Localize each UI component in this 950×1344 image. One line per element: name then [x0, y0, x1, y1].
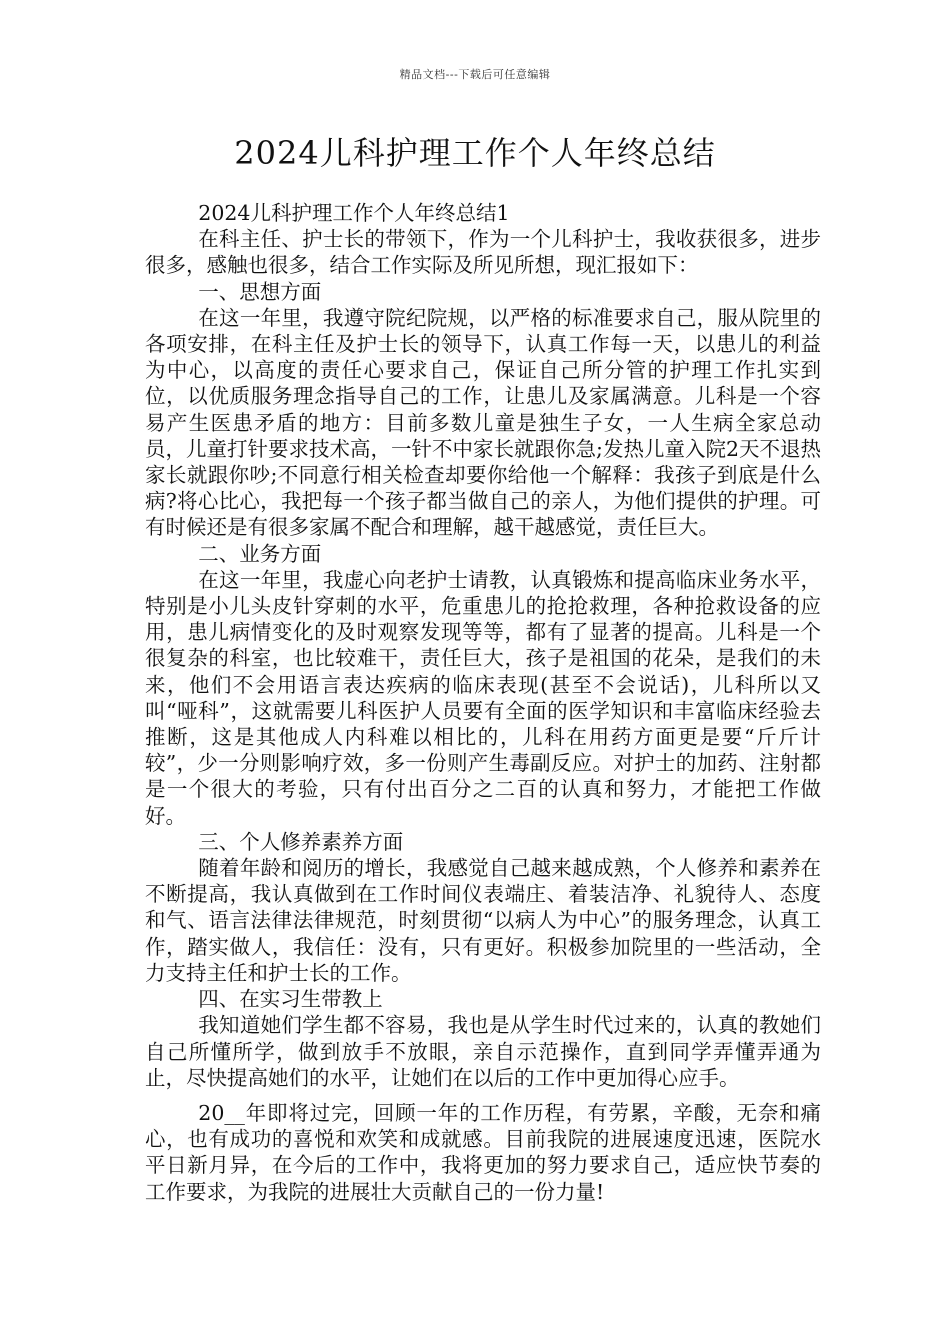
document-body — [145, 200, 821, 1205]
document-subtitle: 2024儿科护理工作个人年终总结1 — [198, 201, 510, 225]
header-note: 精品文档---下载后可任意编辑 — [399, 68, 551, 81]
section-body-business: 在这一年里，我虚心向老护士请教，认真锻炼和提高临床业务水平，特别是小儿头皮针穿刺的水平，危重患儿的抢抢救理，各种抢救设备的应用，患儿病情变化的及时观察发现等等，都有了显著的提高。儿科是一个很复杂的科室，也比较难干，责任巨大，孩子是祖国的花朵，是我们的未来，他们不会用语言表达疾病的临床表现(甚至不会说话)，儿科所以又叫“哑科”，这就需要儿科医护人员要有全面的医学知识和丰富临床经验去推断，这是其他成人内科难以相比的，儿科在用药方面更是要“斤斤计较”，少一分则影响疗效，多一份则产生毒副反应。对护士的加药、注射都是一个很大的考验，只有付出百分之二百的认真和努力，才能把工作做好。 — [145, 567, 821, 828]
section-heading-cultivation: 三、个人修养素养方面 — [198, 829, 404, 854]
intro-paragraph: 在科主任、护士长的带领下，作为一个儿科护士，我收获很多，进步很多，感触也很多，结合工作实际及所见所想，现汇报如下： — [145, 227, 821, 278]
closing-paragraph: 20__年即将过完，回顾一年的工作历程，有劳累，辛酸，无奈和痛心，也有成功的喜悦和欢笑和成就感。目前我院的进展速度迅速，医院水平日新月异，在今后的工作中，我将更加的努力要求自己，适应快节奏的工作要求，为我院的进展壮大贡献自己的一份力量! — [145, 1100, 821, 1204]
document-title: 2024儿科护理工作个人年终总结 — [234, 134, 716, 172]
section-heading-thought: 一、思想方面 — [198, 279, 322, 304]
section-body-thought: 在这一年里，我遵守院纪院规，以严格的标准要求自己，服从院里的各项安排，在科主任及护士长的领导下，认真工作每一天，以患儿的利益为中心，以高度的责任心要求自己，保证自己所分管的护理工作扎实到位，以优质服务理念指导自己的工作，让患儿及家属满意。儿科是一个容易产生医患矛盾的地方：目前多数儿童是独生子女，一人生病全家总动员，儿童打针要求技术高，一针不中家长就跟你急;发热儿童入院2天不退热家长就跟你吵;不同意行相关检查却要你给他一个解释：我孩子到底是什么病?将心比心，我把每一个孩子都当做自己的亲人，为他们提供的护理。可有时候还是有很多家属不配合和理解，越干越感觉，责任巨大。 — [145, 305, 821, 540]
section-body-cultivation: 随着年龄和阅历的增长，我感觉自己越来越成熟，个人修养和素养在不断提高，我认真做到在工作时间仪表端庄、着装洁净、礼貌待人、态度和气、语言法律法律规范，时刻贯彻“以病人为中心”的服务理念，认真工作，踏实做人，我信任：没有，只有更好。积极参加院里的一些活动，全力支持主任和护士长的工作。 — [145, 856, 821, 985]
section-heading-business: 二、业务方面 — [198, 541, 322, 566]
section-body-intern-teaching: 我知道她们学生都不容易，我也是从学生时代过来的，认真的教她们自己所懂所学，做到放手不放眼，亲自示范操作，直到同学弄懂弄通为止，尽快提高她们的水平，让她们在以后的工作中更加得心应手。 — [145, 1013, 821, 1090]
section-heading-intern-teaching: 四、在实习生带教上 — [198, 987, 383, 1012]
